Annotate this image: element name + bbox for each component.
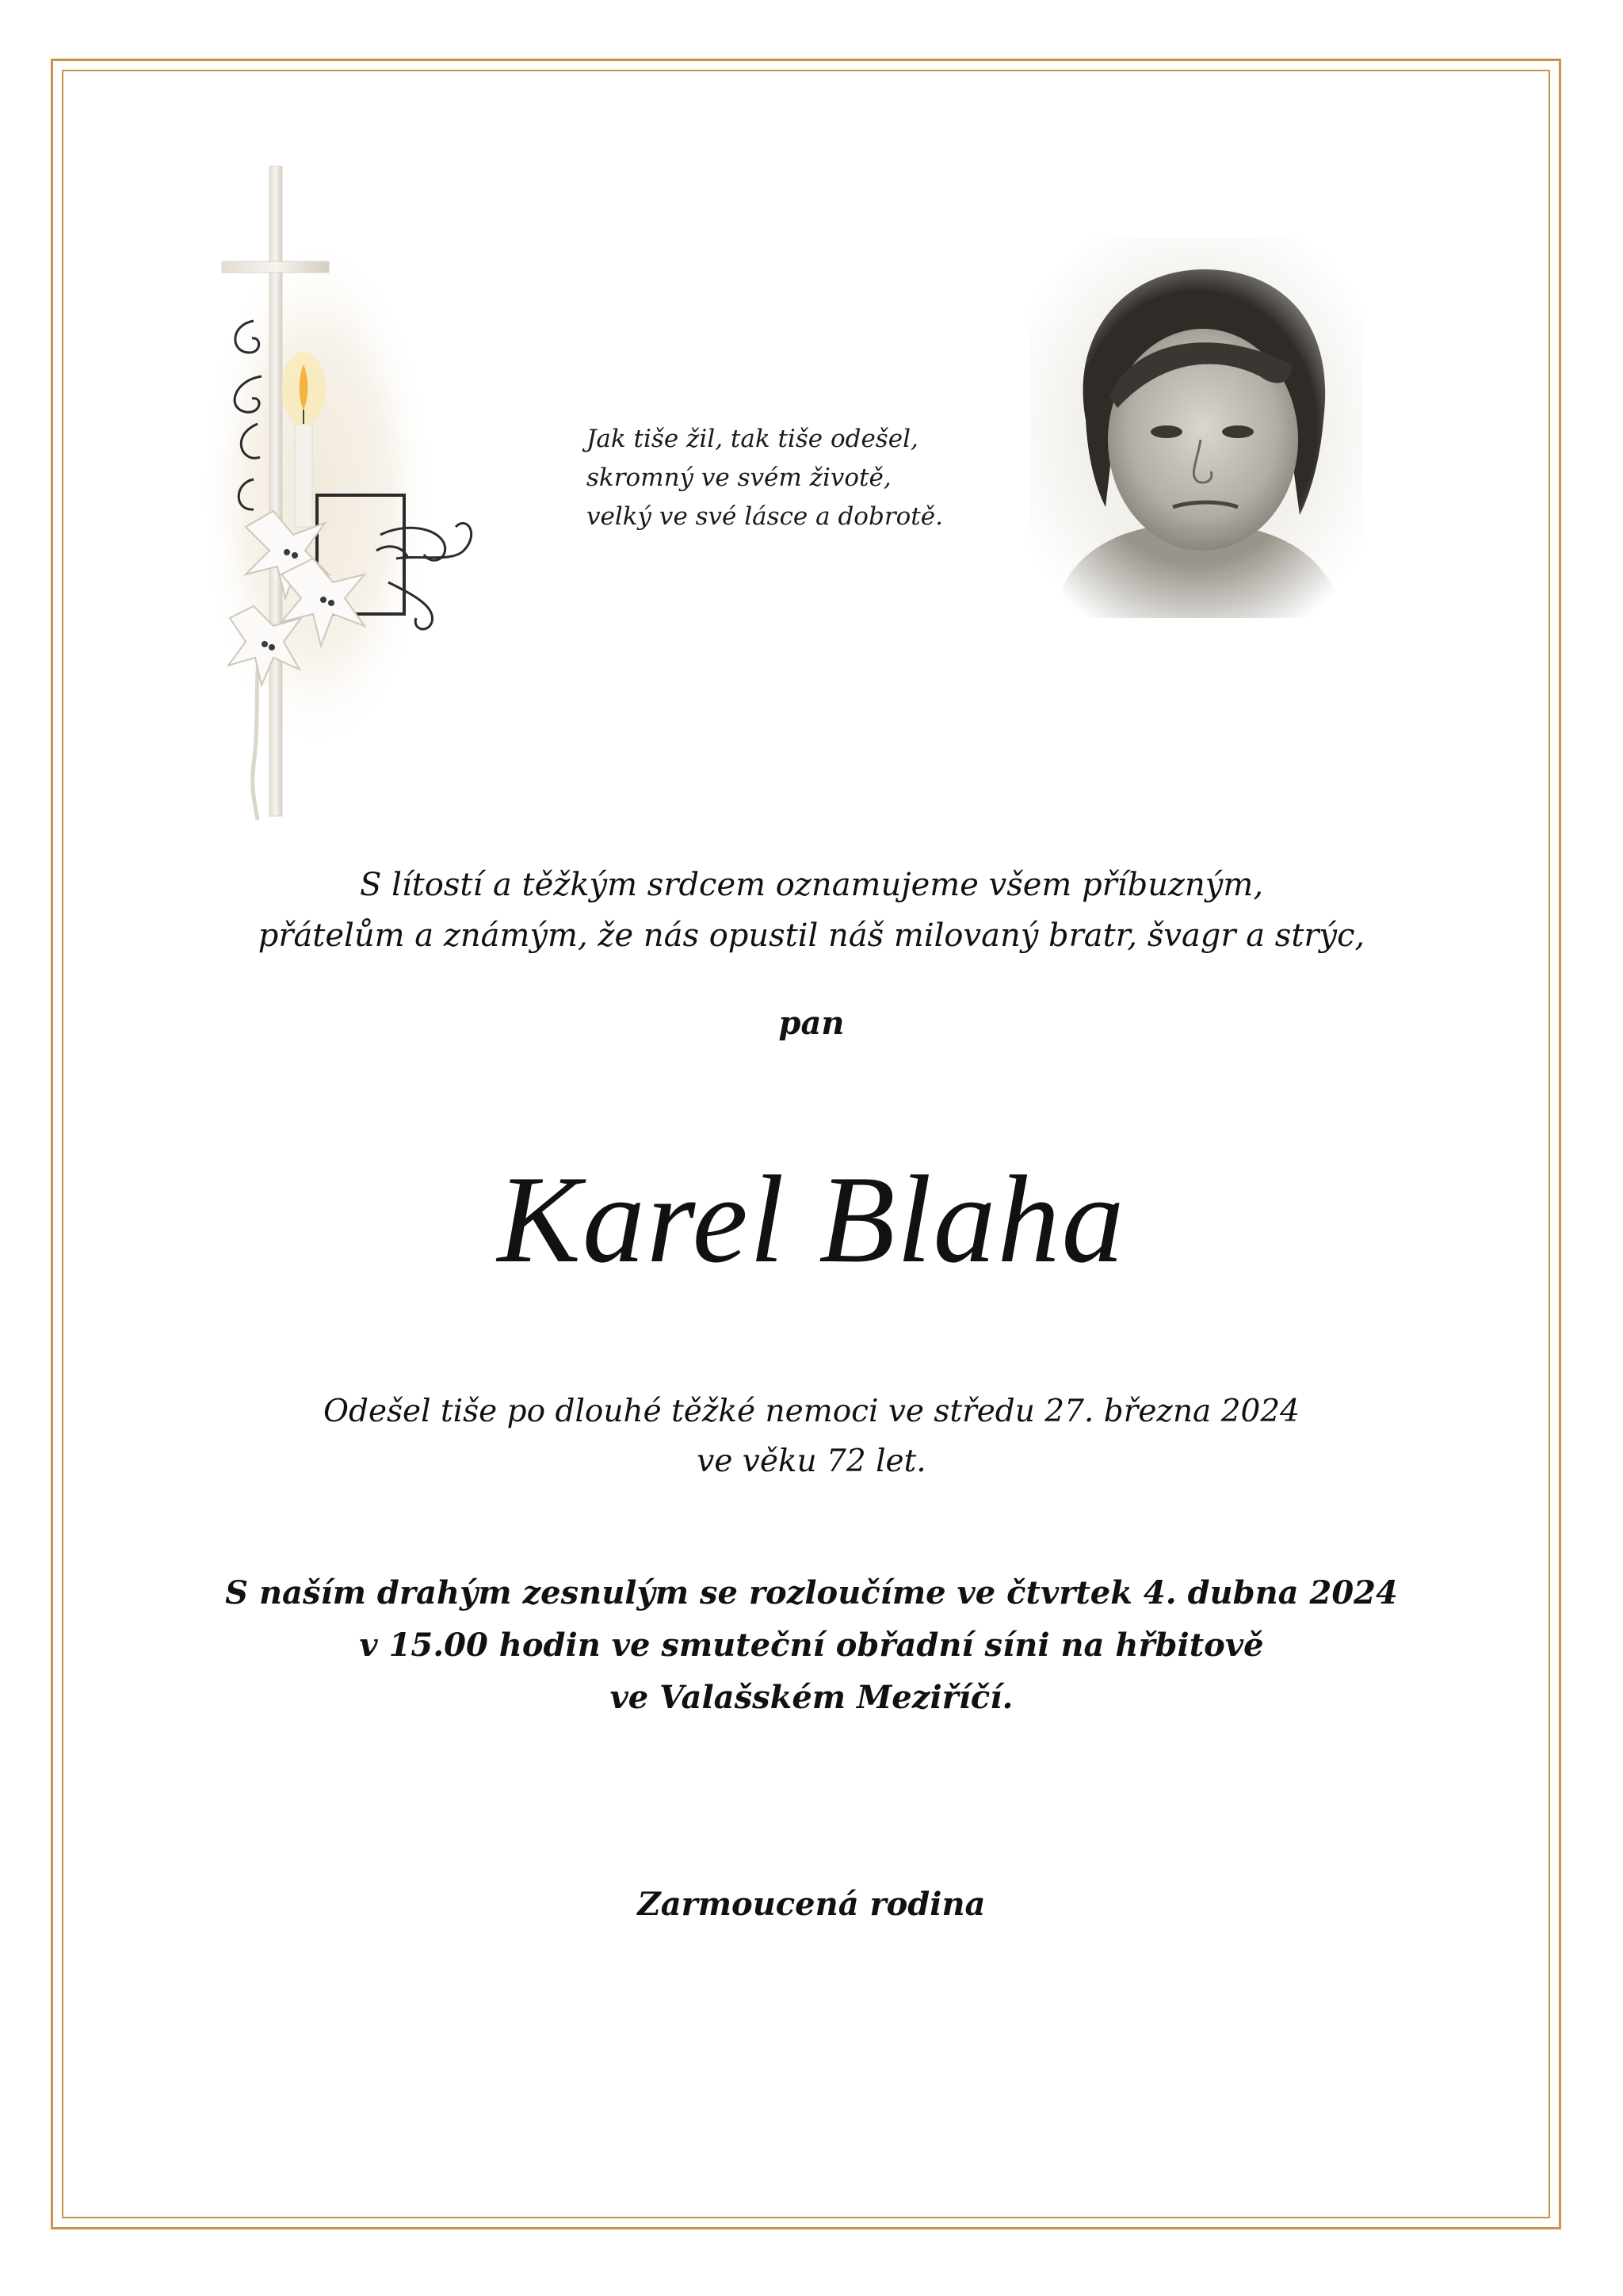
quote-line: skromný ve svém životě,: [586, 463, 892, 492]
family-signature: Zarmoucená rodina: [637, 1886, 986, 1923]
passing-line: ve věku 72 let.: [697, 1444, 926, 1479]
ceremony-line: v 15.00 hodin ve smuteční obřadní síni na hřbitově: [359, 1627, 1264, 1664]
deceased-name: Karel Blaha: [497, 1150, 1126, 1289]
announcement-line: přátelům a známým, že nás opustil náš milovaný bratr, švagr a strýc,: [258, 917, 1365, 954]
announcement-text: [0, 860, 1623, 961]
ceremony-line: ve Valašském Meziříčí.: [609, 1679, 1014, 1716]
title-prefix: pan: [778, 1005, 845, 1042]
ceremony-details: [0, 1567, 1623, 1724]
memorial-quote: [586, 420, 1030, 536]
cross-candle-flowers-icon: [198, 162, 499, 828]
passing-line: Odešel tiše po dlouhé těžké nemoci ve středu 27. března 2024: [323, 1394, 1300, 1429]
passing-details: [0, 1386, 1623, 1486]
ceremony-line: S naším drahým zesnulým se rozloučíme ve čtvrtek 4. dubna 2024: [225, 1574, 1398, 1611]
announcement-line: S lítostí a těžkým srdcem oznamujeme všem příbuzným,: [359, 867, 1264, 903]
quote-line: Jak tiše žil, tak tiše odešel,: [586, 425, 918, 453]
portrait-photo: [1030, 238, 1363, 618]
quote-line: velký ve své lásce a dobrotě.: [586, 502, 943, 531]
